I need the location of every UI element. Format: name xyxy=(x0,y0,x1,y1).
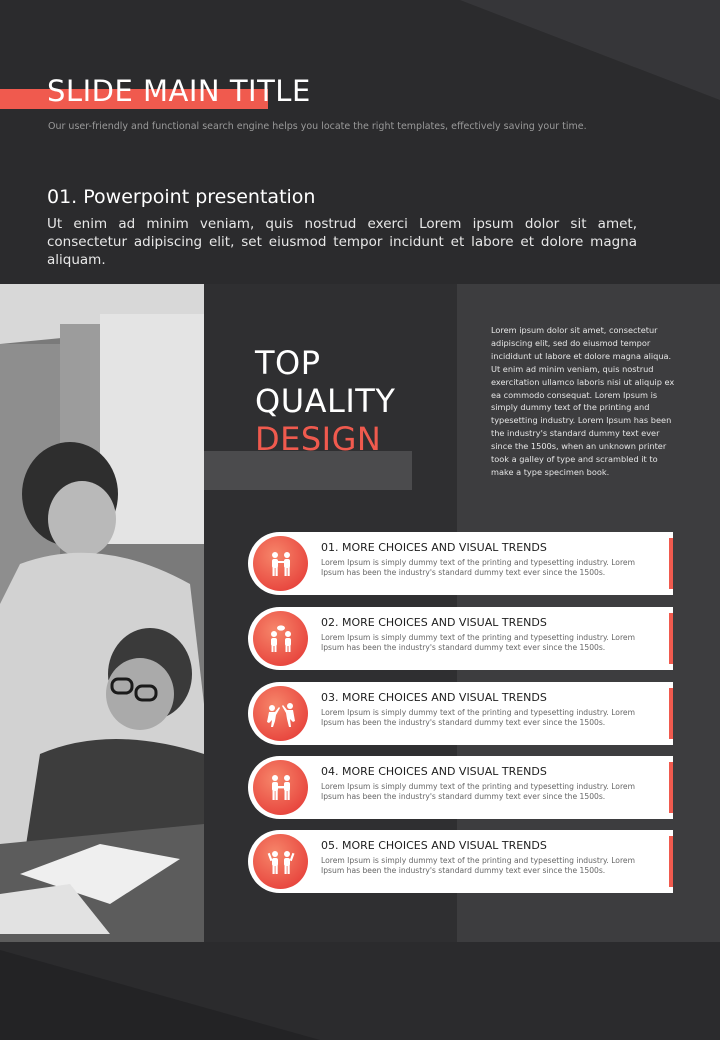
feature-heading-line2: QUALITY xyxy=(255,382,396,420)
handshake-icon xyxy=(253,760,308,815)
list-item xyxy=(248,756,673,819)
students-photo xyxy=(0,284,204,942)
item-body: Lorem Ipsum is simply dummy text of the printing and typesetting industry. Lorem Ipsum has been the industry's standard dummy text ever since the 1500s. xyxy=(321,558,635,578)
item-title: 04. MORE CHOICES AND VISUAL TRENDS xyxy=(321,765,547,778)
list-item xyxy=(248,830,673,893)
item-accent xyxy=(669,762,673,813)
feature-heading-line1: TOP xyxy=(255,344,321,382)
list-item xyxy=(248,607,673,670)
item-body: Lorem Ipsum is simply dummy text of the printing and typesetting industry. Lorem Ipsum has been the industry's standard dummy text ever since the 1500s. xyxy=(321,708,635,728)
section-heading: 01. Powerpoint presentation xyxy=(47,186,316,208)
item-title: 02. MORE CHOICES AND VISUAL TRENDS xyxy=(321,616,547,629)
item-accent xyxy=(669,538,673,589)
item-accent xyxy=(669,688,673,739)
feature-heading-line3: DESIGN xyxy=(255,420,382,458)
two-people-icon xyxy=(253,536,308,591)
section-body: Ut enim ad minim veniam, quis nostrud exerci Lorem ipsum dolor sit amet, consectetur adipiscing elit, set eiusmod tempor incidunt et labore et dolore magna aliquam. xyxy=(47,216,637,268)
item-body: Lorem Ipsum is simply dummy text of the printing and typesetting industry. Lorem Ipsum has been the industry's standard dummy text ever since the 1500s. xyxy=(321,633,635,653)
list-item xyxy=(248,532,673,595)
item-accent xyxy=(669,836,673,887)
feature-heading xyxy=(255,344,395,458)
conversation-icon xyxy=(253,611,308,666)
celebrating-people-icon xyxy=(253,834,308,889)
item-body: Lorem Ipsum is simply dummy text of the printing and typesetting industry. Lorem Ipsum has been the industry's standard dummy text ever since the 1500s. xyxy=(321,782,635,802)
decorative-shape-top xyxy=(460,0,720,100)
list-item xyxy=(248,682,673,745)
item-title: 01. MORE CHOICES AND VISUAL TRENDS xyxy=(321,541,547,554)
item-body: Lorem Ipsum is simply dummy text of the printing and typesetting industry. Lorem Ipsum has been the industry's standard dummy text ever since the 1500s. xyxy=(321,856,635,876)
slide-title: SLIDE MAIN TITLE xyxy=(47,74,311,108)
high-five-icon xyxy=(253,686,308,741)
feature-description: Lorem ipsum dolor sit amet, consectetur adipiscing elit, sed do eiusmod tempor incididunt ut labore et dolore magna aliqua. Ut enim ad minim veniam, quis nostrud exercitation ullamco laboris nisi ut aliquip ex ea commodo consequat. Lorem Ipsum is simply dummy text of the printing and typesetting industry. Lorem Ipsum has been the industry's standard dummy text ever since the 1500s, when an unknown printer took a galley of type and scrambled it to make a type specimen book. xyxy=(491,325,675,477)
item-accent xyxy=(669,613,673,664)
slide-subtitle: Our user-friendly and functional search engine helps you locate the right templates, effectively saving your time. xyxy=(48,121,587,132)
item-title: 05. MORE CHOICES AND VISUAL TRENDS xyxy=(321,839,547,852)
decorative-shape-bottom xyxy=(0,950,320,1040)
item-title: 03. MORE CHOICES AND VISUAL TRENDS xyxy=(321,691,547,704)
